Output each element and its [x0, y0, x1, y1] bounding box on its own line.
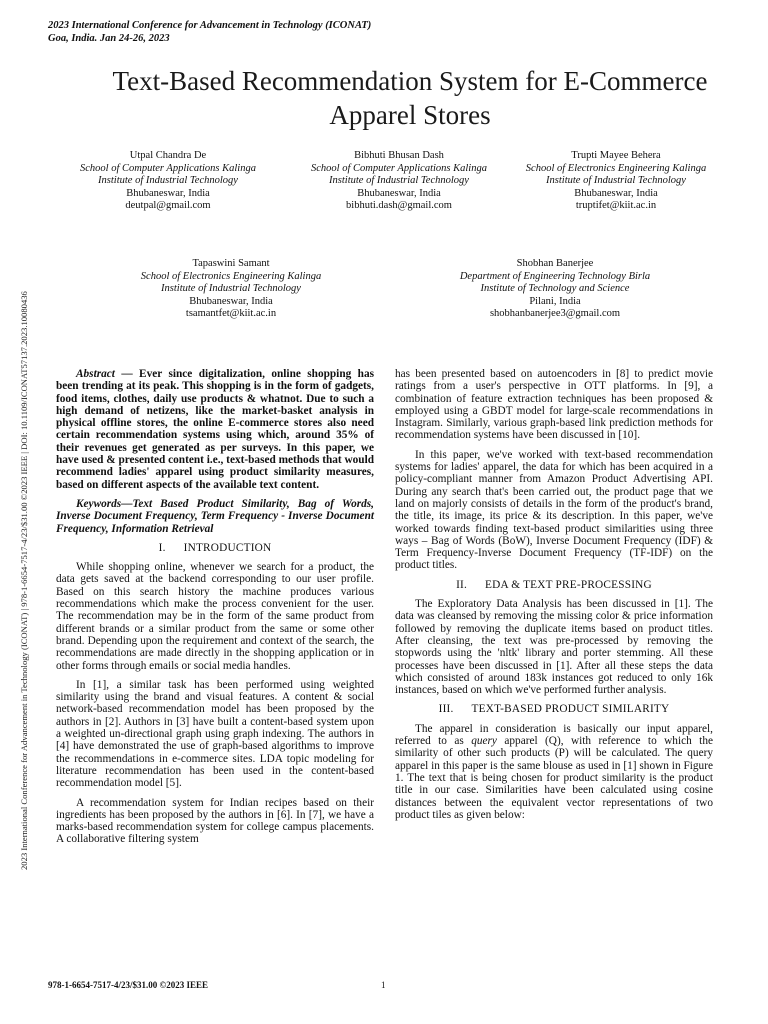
- paragraph: has been presented based on autoencoders in [8] to predict movie ratings from a user's perspective in OTT platforms. In [9], a combination of feature extraction techniques has been proposed & employed using a GBDT model for large-scale recommendations in Instagram. Similarly, various graph-based link prediction methods for recommendation systems have been discussed in [10].: [395, 368, 713, 442]
- conference-location: Goa, India. Jan 24-26, 2023: [48, 33, 170, 44]
- author-affiliation: School of Electronics Engineering Kalinga Institute of Industrial Technology: [525, 162, 707, 186]
- author-name: Bibhuti Bhusan Dash: [354, 150, 444, 161]
- abstract: [56, 368, 374, 491]
- author-affiliation: Department of Engineering Technology Birla Institute of Technology and Science: [459, 270, 651, 294]
- right-column: [395, 368, 713, 828]
- abstract-label: Abstract: [76, 368, 115, 380]
- author-city: Pilani, India: [529, 295, 581, 307]
- paper-title: Text-Based Recommendation System for E-Commerce Apparel Stores: [112, 66, 708, 130]
- keywords: Keywords—Text Based Product Similarity, Bag of Words, Inverse Document Frequency, Term Frequency - Inverse Document Frequency, Information Retrieval: [56, 497, 374, 535]
- author-name: Utpal Chandra De: [129, 150, 207, 161]
- page-number: 1: [381, 980, 386, 990]
- paragraph: The Exploratory Data Analysis has been discussed in [1]. The data was cleansed by removing the missing color & price information followed by removing the duplicate items based on product titles. After cleansing, the text was pre-processed by removing the stopwords using the 'nltk' library and porter stemming. All these processes have been discussed in [1]. After all these steps the data which consisted of around 183k instances got reduced to only 16k instances, based on which we've performed further analysis.: [395, 598, 713, 697]
- author-city: Bhubaneswar, India: [189, 295, 273, 307]
- author-email: tsamantfet@kiit.ac.in: [185, 308, 277, 319]
- author-name: Tapaswini Samant: [192, 258, 270, 269]
- conference-header: [48, 19, 371, 45]
- section-title: INTRODUCTION: [183, 541, 272, 554]
- author-block: [70, 150, 266, 213]
- paragraph: In [1], a similar task has been performed using weighted similarity using the brand and visual features. A content & social network-based recommendation model has been proposed by the authors in [2]. Authors in [3] have built a content-based system upon a weighted un-directional graph using graph indexing. The authors in [4] have demonstrated the use of graph-based algorithms to improve the recommendations in e-commerce sites. LDA topic modeling for literature recommendation has been used in the content-based recommendation model [5].: [56, 678, 374, 790]
- section-number: I.: [158, 541, 166, 554]
- conference-name: 2023 International Conference for Advancement in Technology (ICONAT): [48, 20, 372, 31]
- author-email: truptifet@kiit.ac.in: [575, 200, 657, 211]
- author-name: Trupti Mayee Behera: [571, 150, 661, 161]
- section-heading-eda: [395, 579, 713, 591]
- author-email: shobhanbanerjee3@gmail.com: [489, 308, 621, 319]
- section-title: TEXT-BASED PRODUCT SIMILARITY: [471, 703, 670, 716]
- author-affiliation: School of Computer Applications Kalinga Institute of Industrial Technology: [311, 162, 487, 186]
- paragraph-text: The apparel in consideration is basically our input apparel, referred to as: [395, 722, 713, 748]
- author-block: [301, 150, 497, 213]
- paragraph: While shopping online, whenever we search for a product, the data gets saved at the backend corresponding to our user profile. Based on this search history the machine produces various recommendations which make the process convenient for the user. The recommendation may be in the form of the same product from different brands or a similar product from the same or some other brand. Depending upon the requirement and context of the search, the recommendations are made directly in the shopping application or in other forms through emails or social media handles.: [56, 561, 374, 672]
- side-doi-strip: 2023 International Conference for Advancement in Technology (ICONAT) | 978-1-6654-7517-4/23/$31.00 ©2023 IEEE | DOI: 10.1109/ICONAT57137.2023.10080436: [19, 291, 29, 870]
- section-heading-introduction: [56, 542, 374, 554]
- paragraph: In this paper, we've worked with text-based recommendation systems for ladies' apparel, the data for which has been acquired in a policy-compliant manner from Amazon Product Advertising API. During any search that's been carried out, the product page that we land on majorly consists of details in the form of the product's brand, the title, its image, its price & its description. In this paper, we've worked towards finding text-based product similarities using three ways – Bag of Words (BoW), Inverse Document Frequency (IDF) & Term Frequency-Inverse Document Frequency (TF-IDF) on the product titles.: [395, 448, 713, 572]
- author-block: [452, 258, 658, 321]
- section-number: II.: [456, 578, 468, 591]
- abstract-text: — Ever since digitalization, online shopping has been trending at its peak. This shopping is in the form of gadgets, food items, clothes, daily use products & whatnot. Due to such a high demand of netizens, like the market-basket analysis in physical offline stores, the online E-commerce stores also need certain recommendation systems using which, around 35% of their revenues get generated as per surveys. In this paper, we have used & presented content i.e., text-based methods that would recommend ladies' apparel using product similarity measures, based on different aspects of the available text content.: [56, 368, 374, 491]
- author-city: Bhubaneswar, India: [126, 187, 210, 199]
- author-city: Bhubaneswar, India: [574, 187, 658, 199]
- author-email: deutpal@gmail.com: [125, 200, 211, 211]
- left-column: [56, 368, 374, 853]
- paragraph-text: apparel (Q), with reference to which the similarity of other such products (P) will be calculated. The query apparel in this paper is the same blouse as used in [1] shown in Figure 1. The text that is being chosen for product similarity is the product title in our case. Similarities have been calculated using cosine distances between the equivalent vector representations of two product tiles as given below:: [395, 735, 713, 821]
- author-block: [128, 258, 334, 321]
- author-email: bibhuti.dash@gmail.com: [346, 200, 452, 211]
- author-city: Bhubaneswar, India: [357, 187, 441, 199]
- author-block: [518, 150, 714, 213]
- paragraph: [395, 723, 713, 821]
- author-name: Shobhan Banerjee: [516, 258, 594, 269]
- section-title: EDA & TEXT PRE-PROCESSING: [485, 578, 652, 591]
- author-affiliation: School of Electronics Engineering Kalinga Institute of Industrial Technology: [140, 270, 322, 294]
- paragraph-italic: query: [471, 735, 497, 748]
- section-heading-text-similarity: [395, 703, 713, 715]
- footer-isbn: 978-1-6654-7517-4/23/$31.00 ©2023 IEEE: [48, 980, 208, 990]
- section-number: III.: [438, 703, 454, 716]
- paragraph: A recommendation system for Indian recipes based on their ingredients has been proposed by the authors in [6]. In [7], we have a marks-based recommendation system for college campus placements. A collaborative filtering system: [56, 796, 374, 846]
- author-affiliation: School of Computer Applications Kalinga Institute of Industrial Technology: [80, 162, 256, 186]
